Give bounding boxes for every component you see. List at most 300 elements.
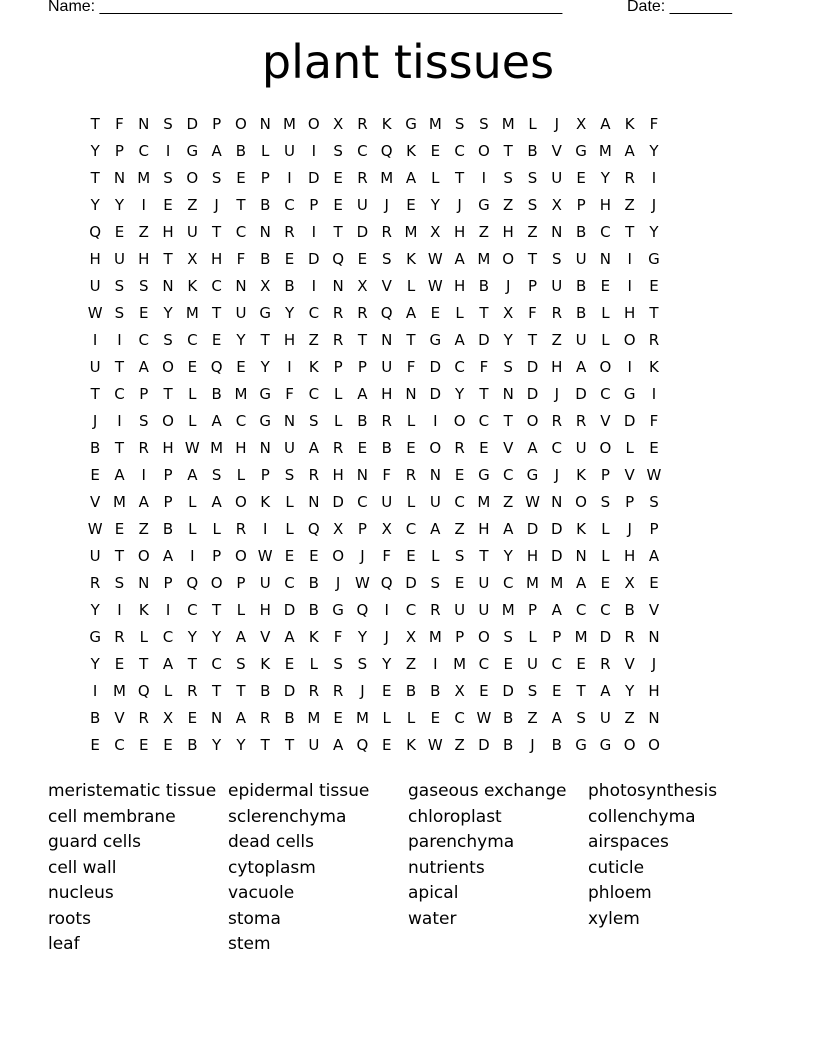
grid-row bbox=[83, 167, 733, 194]
grid-letter: U bbox=[599, 709, 611, 727]
grid-row bbox=[83, 518, 733, 545]
grid-letter: Q bbox=[356, 736, 369, 754]
word-list-item: leaf bbox=[48, 934, 80, 954]
grid-letter: W bbox=[257, 547, 273, 565]
grid-letter: C bbox=[502, 574, 514, 592]
grid-letter: S bbox=[454, 547, 465, 565]
grid-letter: G bbox=[575, 142, 587, 160]
grid-letter: X bbox=[454, 682, 465, 700]
grid-letter: U bbox=[478, 601, 490, 619]
grid-letter: M bbox=[404, 223, 418, 241]
grid-letter: M bbox=[355, 709, 369, 727]
grid-letter: L bbox=[601, 331, 610, 349]
grid-letter: Z bbox=[454, 520, 465, 538]
grid-letter: E bbox=[649, 439, 659, 457]
grid-letter: O bbox=[575, 493, 587, 511]
grid-row bbox=[83, 599, 733, 626]
grid-letter: N bbox=[648, 628, 660, 646]
grid-letter: D bbox=[405, 574, 417, 592]
grid-row bbox=[83, 302, 733, 329]
grid-letter: L bbox=[285, 493, 294, 511]
grid-letter: N bbox=[429, 466, 441, 484]
grid-letter: O bbox=[429, 439, 442, 457]
grid-letter: G bbox=[526, 466, 539, 484]
grid-letter: O bbox=[648, 736, 660, 754]
grid-letter: L bbox=[406, 709, 416, 727]
grid-letter: O bbox=[332, 547, 345, 565]
grid-letter: A bbox=[357, 385, 368, 403]
grid-letter: A bbox=[114, 466, 125, 484]
grid-letter: G bbox=[89, 628, 101, 646]
grid-letter: P bbox=[455, 628, 465, 646]
grid-letter: T bbox=[163, 250, 173, 268]
grid-letter: J bbox=[554, 115, 559, 133]
grid-letter: W bbox=[354, 574, 370, 592]
grid-letter: S bbox=[333, 655, 343, 673]
grid-letter: P bbox=[309, 196, 319, 214]
grid-letter: K bbox=[260, 493, 271, 511]
grid-letter: E bbox=[284, 250, 295, 268]
grid-letter: I bbox=[141, 196, 146, 214]
grid-letter: T bbox=[90, 169, 100, 187]
grid-letter: U bbox=[113, 250, 125, 268]
grid-letter: I bbox=[263, 520, 268, 538]
grid-letter: S bbox=[333, 142, 343, 160]
grid-letter: L bbox=[625, 439, 634, 457]
word-list-item: epidermal tissue bbox=[228, 781, 370, 801]
grid-letter: B bbox=[162, 520, 174, 538]
grid-letter: C bbox=[454, 709, 465, 727]
grid-row bbox=[83, 194, 733, 221]
grid-letter: S bbox=[479, 115, 489, 133]
grid-letter: Z bbox=[551, 331, 562, 349]
grid-letter: R bbox=[381, 412, 392, 430]
grid-letter: F bbox=[236, 250, 246, 268]
grid-letter: J bbox=[457, 196, 462, 214]
grid-letter: S bbox=[163, 331, 173, 349]
grid-letter: B bbox=[503, 736, 514, 754]
grid-letter: Y bbox=[236, 331, 246, 349]
grid-letter: L bbox=[455, 304, 464, 322]
grid-letter: Y bbox=[236, 736, 246, 754]
grid-letter: B bbox=[284, 277, 295, 295]
grid-letter: D bbox=[186, 115, 199, 133]
grid-letter: D bbox=[283, 682, 296, 700]
grid-letter: V bbox=[381, 277, 392, 295]
grid-letter: T bbox=[576, 682, 586, 700]
grid-letter: O bbox=[162, 358, 174, 376]
grid-letter: U bbox=[356, 196, 368, 214]
grid-letter: K bbox=[406, 142, 416, 160]
grid-letter: A bbox=[600, 115, 611, 133]
grid-letter: A bbox=[551, 709, 562, 727]
word-list bbox=[48, 779, 768, 958]
grid-letter: P bbox=[552, 628, 562, 646]
grid-letter: S bbox=[527, 682, 538, 700]
grid-letter: C bbox=[138, 142, 149, 160]
grid-letter: Q bbox=[89, 223, 102, 241]
grid-letter: Y bbox=[625, 682, 635, 700]
grid-row bbox=[83, 275, 733, 302]
grid-letter: F bbox=[528, 304, 537, 322]
grid-letter: N bbox=[381, 331, 393, 349]
grid-letter: R bbox=[138, 439, 149, 457]
grid-letter: Y bbox=[163, 304, 173, 322]
grid-letter: E bbox=[90, 736, 100, 754]
grid-letter: H bbox=[624, 547, 636, 565]
grid-letter: N bbox=[356, 466, 369, 484]
grid-letter: T bbox=[212, 682, 222, 700]
grid-letter: C bbox=[162, 628, 174, 646]
grid-letter: R bbox=[454, 439, 465, 457]
grid-letter: T bbox=[139, 655, 149, 673]
grid-letter: C bbox=[187, 331, 198, 349]
grid-letter: C bbox=[138, 331, 149, 349]
grid-letter: W bbox=[87, 520, 103, 538]
grid-letter: Z bbox=[454, 736, 465, 754]
grid-letter: Y bbox=[90, 655, 100, 673]
grid-letter: H bbox=[259, 601, 271, 619]
grid-letter: E bbox=[139, 304, 149, 322]
grid-letter: R bbox=[308, 466, 320, 484]
grid-row bbox=[83, 653, 733, 680]
grid-letter: L bbox=[212, 520, 221, 538]
grid-row bbox=[83, 545, 733, 572]
grid-letter: U bbox=[575, 331, 587, 349]
grid-letter: T bbox=[503, 412, 513, 430]
grid-letter: F bbox=[382, 466, 392, 484]
grid-letter: G bbox=[332, 601, 344, 619]
grid-letter: R bbox=[551, 412, 562, 430]
grid-letter: C bbox=[454, 493, 465, 511]
grid-letter: O bbox=[235, 547, 247, 565]
grid-letter: R bbox=[357, 304, 368, 322]
grid-letter: C bbox=[551, 439, 563, 457]
grid-letter: F bbox=[285, 385, 294, 403]
grid-letter: C bbox=[357, 142, 368, 160]
grid-letter: Z bbox=[187, 196, 198, 214]
grid-letter: E bbox=[479, 682, 489, 700]
grid-letter: H bbox=[235, 439, 247, 457]
grid-row bbox=[83, 248, 733, 275]
grid-letter: V bbox=[90, 493, 101, 511]
grid-letter: N bbox=[138, 574, 150, 592]
word-list-item: cell wall bbox=[48, 857, 117, 878]
grid-letter: R bbox=[551, 304, 562, 322]
grid-letter: A bbox=[454, 250, 465, 268]
grid-letter: E bbox=[503, 655, 513, 673]
grid-letter: E bbox=[430, 304, 441, 322]
grid-letter: B bbox=[575, 304, 587, 322]
grid-letter: H bbox=[381, 385, 393, 403]
grid-letter: E bbox=[284, 655, 295, 673]
grid-letter: Y bbox=[503, 331, 513, 349]
grid-letter: X bbox=[430, 223, 441, 241]
grid-letter: B bbox=[575, 277, 587, 295]
grid-letter: S bbox=[114, 304, 125, 322]
grid-letter: U bbox=[259, 574, 271, 592]
grid-letter: P bbox=[163, 493, 173, 511]
grid-letter: C bbox=[600, 385, 611, 403]
grid-letter: A bbox=[648, 547, 660, 565]
grid-letter: I bbox=[651, 385, 657, 403]
grid-letter: F bbox=[333, 628, 343, 646]
grid-row bbox=[83, 329, 733, 356]
grid-letter: Q bbox=[380, 142, 393, 160]
grid-letter: P bbox=[600, 466, 610, 484]
grid-letter: S bbox=[527, 196, 538, 214]
grid-row bbox=[83, 491, 733, 518]
grid-letter: C bbox=[478, 655, 490, 673]
grid-letter: D bbox=[308, 250, 320, 268]
grid-letter: C bbox=[308, 385, 320, 403]
grid-letter: V bbox=[260, 628, 271, 646]
grid-letter: A bbox=[405, 304, 417, 322]
grid-letter: K bbox=[260, 655, 271, 673]
grid-letter: R bbox=[381, 223, 392, 241]
word-list-item: phloem bbox=[588, 883, 652, 903]
grid-letter: A bbox=[211, 142, 222, 160]
grid-letter: E bbox=[211, 331, 222, 349]
grid-letter: X bbox=[551, 196, 562, 214]
grid-letter: W bbox=[87, 304, 103, 322]
grid-letter: P bbox=[163, 466, 173, 484]
grid-letter: T bbox=[212, 304, 222, 322]
grid-letter: I bbox=[165, 601, 171, 619]
grid-letter: A bbox=[332, 736, 344, 754]
grid-letter: L bbox=[285, 520, 294, 538]
grid-letter: K bbox=[576, 466, 586, 484]
grid-letter: X bbox=[503, 304, 514, 322]
grid-letter: G bbox=[259, 412, 272, 430]
grid-letter: E bbox=[284, 547, 295, 565]
grid-letter: L bbox=[333, 412, 343, 430]
grid-letter: C bbox=[235, 412, 247, 430]
grid-letter: L bbox=[431, 547, 440, 565]
grid-letter: V bbox=[624, 466, 635, 484]
grid-letter: Y bbox=[187, 628, 197, 646]
grid-letter: I bbox=[287, 169, 292, 187]
grid-letter: W bbox=[427, 736, 443, 754]
grid-letter: E bbox=[381, 736, 392, 754]
grid-row bbox=[83, 221, 733, 248]
grid-letter: W bbox=[184, 439, 200, 457]
grid-letter: T bbox=[284, 736, 295, 754]
grid-letter: T bbox=[649, 304, 659, 322]
grid-letter: T bbox=[236, 682, 246, 700]
grid-letter: D bbox=[429, 358, 442, 376]
grid-letter: J bbox=[530, 736, 535, 754]
grid-letter: Z bbox=[405, 655, 417, 673]
grid-letter: X bbox=[260, 277, 271, 295]
grid-letter: R bbox=[138, 709, 149, 727]
grid-letter: Q bbox=[380, 574, 393, 592]
grid-letter: C bbox=[551, 655, 563, 673]
grid-letter: Y bbox=[503, 547, 513, 565]
grid-letter: F bbox=[479, 358, 489, 376]
grid-letter: T bbox=[90, 385, 100, 403]
grid-letter: Z bbox=[527, 709, 538, 727]
grid-letter: N bbox=[599, 250, 611, 268]
grid-letter: I bbox=[92, 682, 98, 700]
grid-letter: E bbox=[406, 439, 416, 457]
grid-letter: L bbox=[601, 547, 610, 565]
grid-letter: H bbox=[453, 223, 466, 241]
grid-letter: N bbox=[113, 169, 126, 187]
grid-letter: L bbox=[139, 628, 148, 646]
grid-letter: L bbox=[601, 304, 610, 322]
grid-letter: H bbox=[162, 439, 174, 457]
grid-letter: Q bbox=[186, 574, 199, 592]
grid-letter: N bbox=[332, 277, 344, 295]
grid-letter: H bbox=[526, 547, 539, 565]
grid-letter: G bbox=[599, 736, 612, 754]
grid-letter: J bbox=[651, 196, 657, 214]
grid-letter: C bbox=[600, 601, 611, 619]
grid-letter: J bbox=[627, 520, 632, 538]
grid-letter: H bbox=[478, 520, 490, 538]
grid-letter: U bbox=[284, 142, 296, 160]
grid-letter: R bbox=[357, 169, 368, 187]
grid-letter: N bbox=[211, 709, 223, 727]
grid-letter: T bbox=[357, 331, 367, 349]
grid-letter: M bbox=[574, 628, 588, 646]
grid-letter: M bbox=[283, 115, 296, 133]
grid-letter: J bbox=[335, 574, 341, 592]
grid-letter: U bbox=[478, 574, 490, 592]
grid-letter: Y bbox=[455, 385, 465, 403]
grid-letter: E bbox=[333, 196, 343, 214]
grid-letter: Q bbox=[137, 682, 150, 700]
grid-letter: V bbox=[600, 412, 611, 430]
grid-letter: D bbox=[429, 385, 442, 403]
grid-letter: J bbox=[651, 655, 657, 673]
grid-letter: G bbox=[478, 196, 490, 214]
word-list-item: nucleus bbox=[48, 883, 114, 903]
grid-letter: O bbox=[453, 412, 466, 430]
grid-letter: R bbox=[284, 223, 295, 241]
grid-letter: S bbox=[114, 277, 125, 295]
grid-letter: A bbox=[624, 142, 635, 160]
grid-letter: C bbox=[454, 358, 465, 376]
grid-letter: T bbox=[90, 115, 100, 133]
grid-letter: M bbox=[428, 115, 442, 133]
grid-letter: P bbox=[260, 169, 270, 187]
grid-letter: S bbox=[163, 115, 173, 133]
grid-letter: K bbox=[406, 736, 416, 754]
grid-letter: A bbox=[430, 520, 441, 538]
grid-letter: V bbox=[624, 655, 635, 673]
grid-letter: M bbox=[234, 385, 248, 403]
grid-letter: E bbox=[552, 682, 562, 700]
grid-letter: R bbox=[624, 169, 635, 187]
grid-letter: G bbox=[186, 142, 199, 160]
grid-letter: M bbox=[210, 439, 224, 457]
grid-letter: S bbox=[236, 655, 246, 673]
grid-letter: I bbox=[117, 412, 122, 430]
grid-letter: D bbox=[551, 547, 563, 565]
grid-letter: Y bbox=[600, 169, 610, 187]
grid-letter: B bbox=[260, 682, 271, 700]
grid-letter: S bbox=[138, 277, 149, 295]
grid-letter: B bbox=[405, 682, 417, 700]
grid-letter: R bbox=[332, 439, 344, 457]
grid-letter: M bbox=[550, 574, 564, 592]
grid-letter: I bbox=[433, 412, 438, 430]
grid-letter: A bbox=[503, 520, 514, 538]
grid-letter: O bbox=[307, 115, 320, 133]
grid-letter: E bbox=[187, 358, 198, 376]
grid-row bbox=[83, 707, 733, 734]
grid-letter: M bbox=[477, 250, 491, 268]
date-field-label: Date: _______ bbox=[627, 0, 732, 15]
grid-letter: E bbox=[600, 277, 611, 295]
grid-letter: S bbox=[284, 466, 295, 484]
grid-letter: R bbox=[405, 466, 417, 484]
grid-row bbox=[83, 383, 733, 410]
grid-letter: V bbox=[648, 601, 660, 619]
grid-letter: C bbox=[187, 601, 198, 619]
grid-letter: K bbox=[649, 358, 659, 376]
grid-letter: M bbox=[137, 169, 151, 187]
grid-letter: E bbox=[333, 709, 343, 727]
grid-letter: U bbox=[284, 439, 296, 457]
grid-letter: N bbox=[405, 385, 417, 403]
grid-letter: B bbox=[357, 412, 368, 430]
grid-row bbox=[83, 680, 733, 707]
grid-letter: B bbox=[478, 277, 490, 295]
grid-letter: W bbox=[646, 466, 662, 484]
grid-letter: O bbox=[235, 115, 247, 133]
grid-letter: A bbox=[235, 709, 247, 727]
grid-letter: A bbox=[235, 628, 247, 646]
grid-letter: M bbox=[185, 304, 199, 322]
grid-letter: S bbox=[430, 574, 441, 592]
grid-letter: N bbox=[283, 412, 296, 430]
grid-letter: R bbox=[357, 115, 368, 133]
grid-letter: L bbox=[236, 466, 246, 484]
grid-letter: K bbox=[308, 358, 319, 376]
grid-letter: E bbox=[139, 736, 149, 754]
grid-letter: E bbox=[163, 196, 173, 214]
grid-letter: F bbox=[382, 547, 392, 565]
grid-letter: R bbox=[114, 628, 125, 646]
grid-letter: C bbox=[235, 223, 247, 241]
word-column bbox=[48, 779, 228, 958]
grid-letter: E bbox=[454, 574, 465, 592]
grid-letter: K bbox=[138, 601, 149, 619]
grid-letter: A bbox=[308, 439, 319, 457]
grid-letter: U bbox=[551, 277, 563, 295]
grid-letter: U bbox=[89, 277, 101, 295]
grid-letter: Y bbox=[90, 142, 100, 160]
grid-letter: X bbox=[575, 115, 587, 133]
grid-letter: G bbox=[648, 250, 660, 268]
grid-letter: L bbox=[163, 682, 173, 700]
grid-letter: Y bbox=[357, 628, 367, 646]
grid-letter: I bbox=[627, 250, 632, 268]
grid-letter: U bbox=[381, 358, 393, 376]
grid-letter: C bbox=[575, 601, 587, 619]
grid-letter: A bbox=[138, 493, 149, 511]
grid-letter: Y bbox=[649, 142, 659, 160]
grid-letter: J bbox=[92, 412, 98, 430]
grid-letter: P bbox=[649, 520, 659, 538]
word-column bbox=[228, 779, 408, 958]
word-list-item: cytoplasm bbox=[228, 857, 316, 878]
grid-letter: C bbox=[502, 466, 514, 484]
grid-letter: P bbox=[527, 601, 538, 619]
